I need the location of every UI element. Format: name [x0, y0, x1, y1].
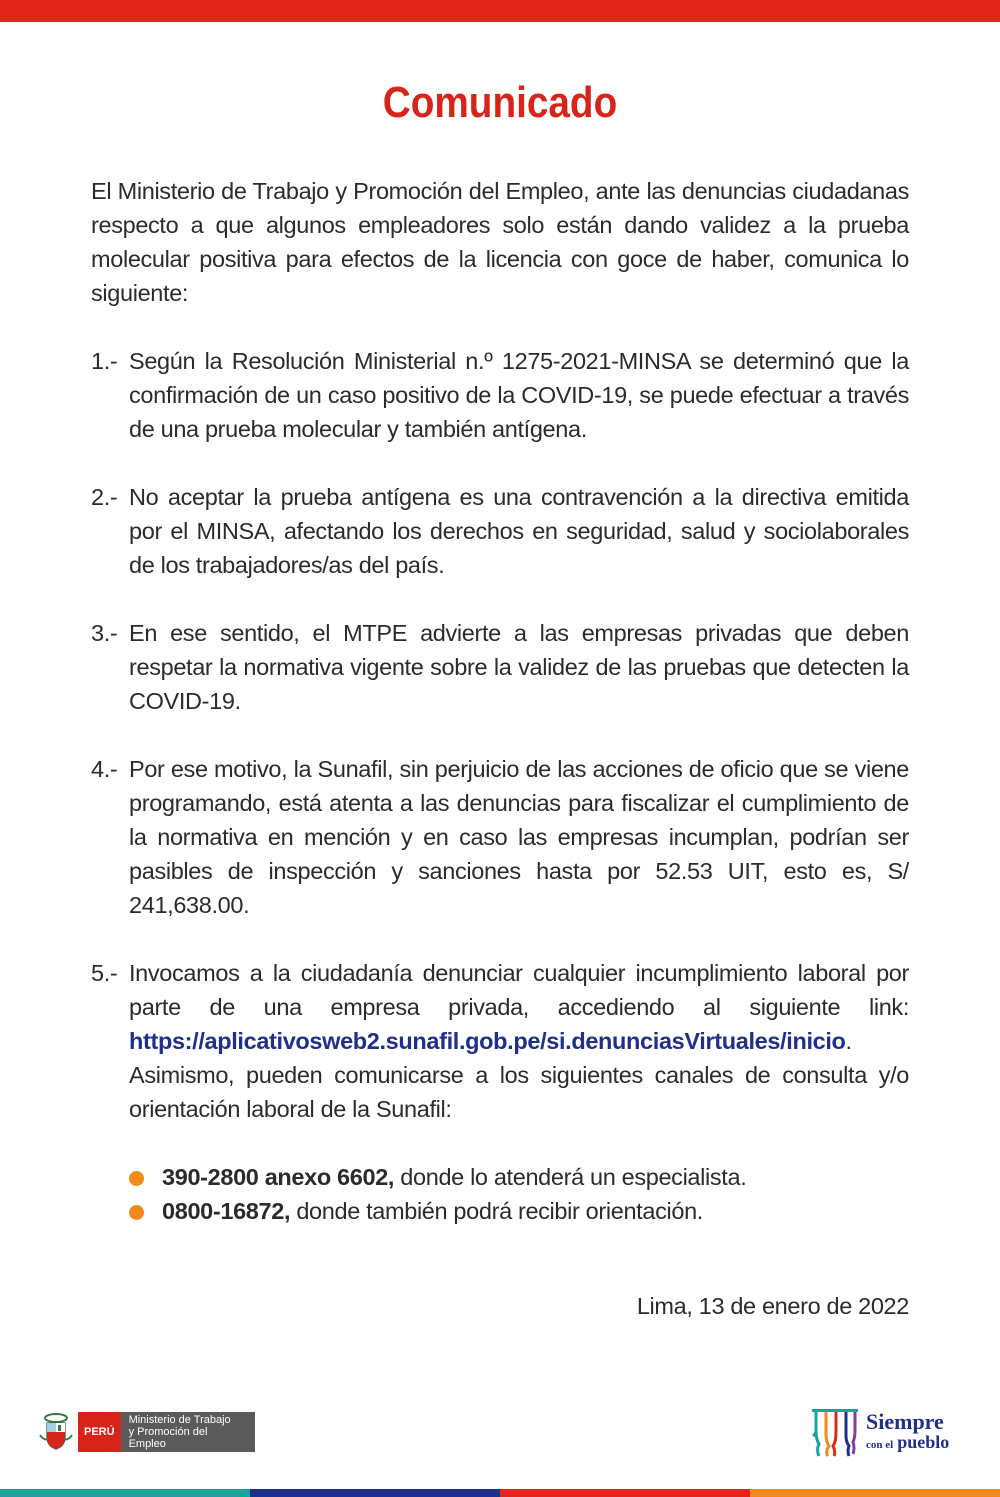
intro-paragraph: El Ministerio de Trabajo y Promoción del Empleo, ante las denuncias ciudadanas respecto a que algunos empleadores solo están dando validez a la prueba molecular positiva para efectos de la licencia con goce de haber, comunica lo siguiente: — [91, 178, 909, 306]
bottom-bar-segment — [250, 1489, 500, 1497]
peru-label: PERÚ — [84, 1426, 115, 1438]
contact-number: 0800-16872, — [162, 1198, 291, 1224]
item-number: 5.- — [91, 960, 118, 986]
contact-item — [129, 1194, 909, 1228]
slogan — [866, 1408, 950, 1455]
document-body — [91, 174, 909, 1228]
denuncias-link[interactable]: https://aplicativosweb2.sunafil.gob.pe/si.denunciasVirtuales/inicio — [129, 1028, 846, 1054]
item-text-continued: . Asimismo, pueden comunicarse a los siguientes canales de consulta y/o orientación laboral de la Sunafil: — [129, 1028, 909, 1122]
bullet-dot-icon — [129, 1205, 144, 1220]
colored-figures-icon — [810, 1406, 860, 1460]
page-title: Comunicado — [382, 78, 618, 127]
slogan-line-1: Siempre — [866, 1408, 944, 1434]
bullet-dot-icon — [129, 1171, 144, 1186]
contact-description: donde lo atenderá un especialista. — [394, 1164, 747, 1190]
top-accent-bar — [0, 0, 1000, 22]
item-text: No aceptar la prueba antígena es una contravención a la directiva emitida por el MINSA, afectando los derechos en seguridad, salud y sociolaborales de los trabajadores/as del país. — [129, 484, 909, 578]
ministry-line-2: y Promoción del Empleo — [128, 1426, 208, 1450]
ministry-line-1: Ministerio de Trabajo — [128, 1414, 231, 1426]
peru-coat-of-arms-icon — [38, 1411, 74, 1453]
bottom-bar-segment — [500, 1489, 750, 1497]
document-date: Lima, 13 de enero de 2022 — [636, 1293, 909, 1319]
peru-label-box — [78, 1412, 121, 1452]
contact-number: 390-2800 anexo 6602, — [162, 1164, 395, 1190]
item-text: Según la Resolución Ministerial n.º 1275-2021-MINSA se determinó que la confirmación de un caso positivo de la COVID-19, se puede efectuar a través de una prueba molecular y también antígena. — [129, 348, 909, 442]
item-number: 1.- — [91, 348, 118, 374]
list-item — [91, 480, 909, 582]
slogan-small: con el — [866, 1438, 894, 1451]
slogan-line-2: pueblo — [897, 1431, 950, 1452]
item-number: 4.- — [91, 756, 118, 782]
item-number: 2.- — [91, 484, 118, 510]
list-item — [91, 344, 909, 446]
ministry-logo — [38, 1410, 255, 1454]
bottom-color-bar — [0, 1489, 1000, 1497]
item-text: Invocamos a la ciudadanía denunciar cualquier incumplimiento laboral por parte de una empresa privada, accediendo al siguiente link: — [129, 960, 909, 1020]
item-text: Por ese motivo, la Sunafil, sin perjuicio de las acciones de oficio que se viene programando, está atenta a las denuncias para fiscalizar el cumplimiento de la normativa en mención y en caso las empresas incumplan, podrían ser pasibles de inspección y sanciones hasta por 52.53 UIT, esto es, S/ 241,638.00. — [129, 756, 909, 918]
list-item — [91, 752, 909, 922]
ministry-label-box — [121, 1412, 255, 1452]
siempre-con-el-pueblo-logo — [810, 1405, 949, 1461]
item-text: En ese sentido, el MTPE advierte a las empresas privadas que deben respetar la normativa vigente sobre la validez de las pruebas que detecten la COVID-19. — [129, 620, 909, 714]
bottom-bar-segment — [0, 1489, 250, 1497]
list-item — [91, 616, 909, 718]
item-number: 3.- — [91, 620, 118, 646]
contact-list — [129, 1160, 909, 1228]
bottom-bar-segment — [750, 1489, 1000, 1497]
contact-description: donde también podrá recibir orientación. — [290, 1198, 703, 1224]
list-item — [91, 956, 909, 1126]
contact-item — [129, 1160, 909, 1194]
